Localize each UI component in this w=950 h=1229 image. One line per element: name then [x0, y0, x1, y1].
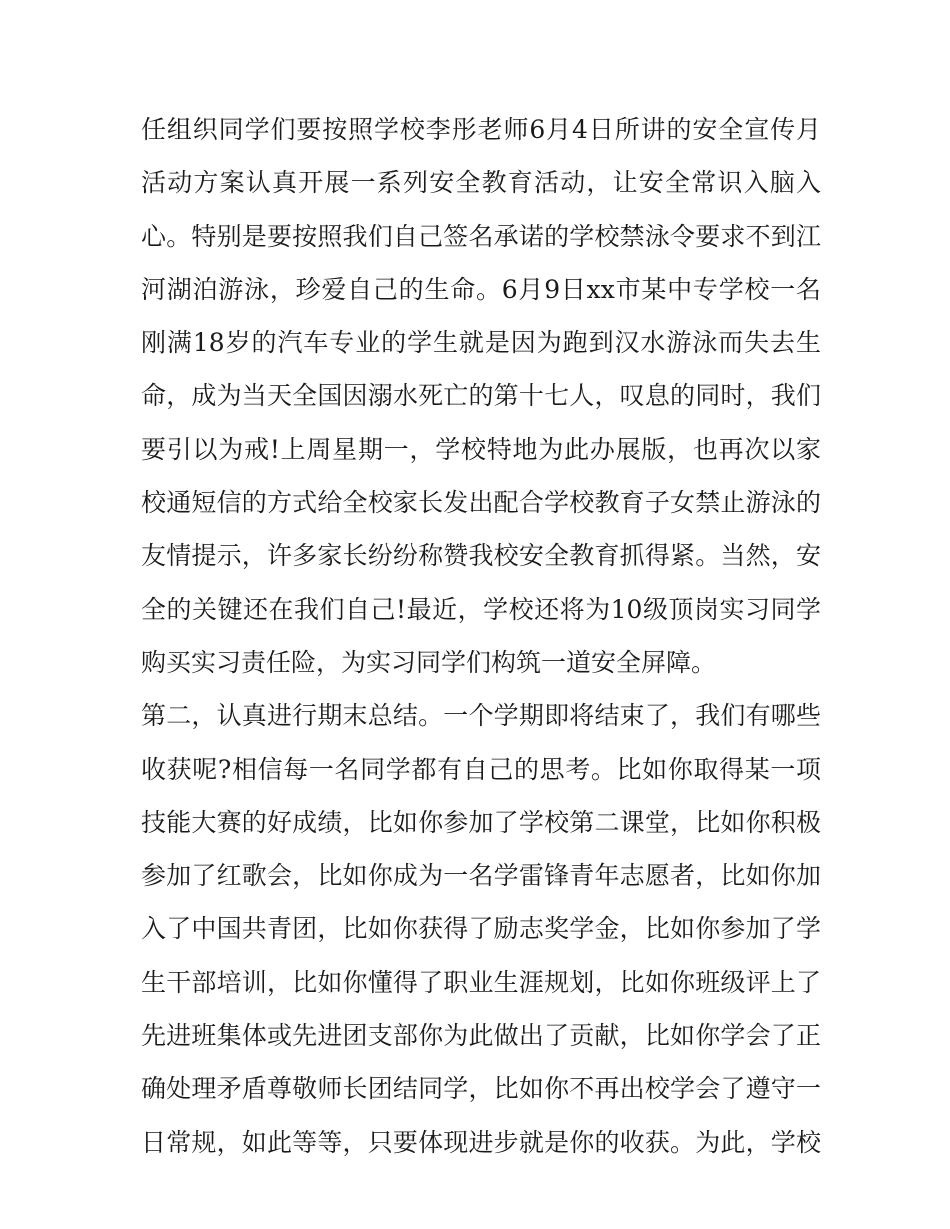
text-line: 要引以为戒!上周星期一，学校特地为此办展版，也再次以家: [141, 434, 821, 464]
text-line: 第二，认真进行期末总结。一个学期即将结束了，我们有哪些: [141, 701, 821, 731]
text-line: 活动方案认真开展一系列安全教育活动，让安全常识入脑入: [141, 168, 821, 198]
text-line: 友情提示，许多家长纷纷称赞我校安全教育抓得紧。当然，安: [141, 541, 821, 571]
text-line: 确处理矛盾尊敬师长团结同学，比如你不再出校学会了遵守一: [141, 1074, 821, 1104]
text-line: 参加了红歌会，比如你成为一名学雷锋青年志愿者，比如你加: [141, 861, 821, 891]
text-line: 技能大赛的好成绩，比如你参加了学校第二课堂，比如你积极: [141, 807, 821, 837]
text-line: 生干部培训，比如你懂得了职业生涯规划，比如你班级评上了: [141, 967, 821, 997]
text-line: 收获呢?相信每一名同学都有自己的思考。比如你取得某一项: [141, 754, 821, 784]
text-line: 任组织同学们要按照学校李彤老师6月4日所讲的安全宣传月: [141, 115, 821, 144]
text-line: 购买实习责任险，为实习同学们构筑一道安全屏障。: [141, 647, 717, 677]
text-line: 全的关键还在我们自己!最近，学校还将为10级顶岗实习同学: [141, 594, 821, 624]
body-text: [141, 103, 821, 1169]
text-line: 心。特别是要按照我们自己签名承诺的学校禁泳令要求不到江: [141, 221, 821, 251]
text-line: 日常规，如此等等，只要体现进步就是你的收获。为此，学校: [141, 1127, 821, 1157]
text-line: 先进班集体或先进团支部你为此做出了贡献，比如你学会了正: [141, 1021, 821, 1051]
text-line: 河湖泊游泳，珍爱自己的生命。6月9日xx市某中专学校一名: [141, 274, 821, 304]
text-line: 刚满18岁的汽车专业的学生就是因为跑到汉水游泳而失去生: [141, 328, 821, 358]
text-line: 入了中国共青团，比如你获得了励志奖学金，比如你参加了学: [141, 914, 821, 944]
text-line: 命，成为当天全国因溺水死亡的第十七人，叹息的同时，我们: [141, 381, 821, 411]
text-line: 校通短信的方式给全校家长发出配合学校教育子女禁止游泳的: [141, 488, 821, 518]
